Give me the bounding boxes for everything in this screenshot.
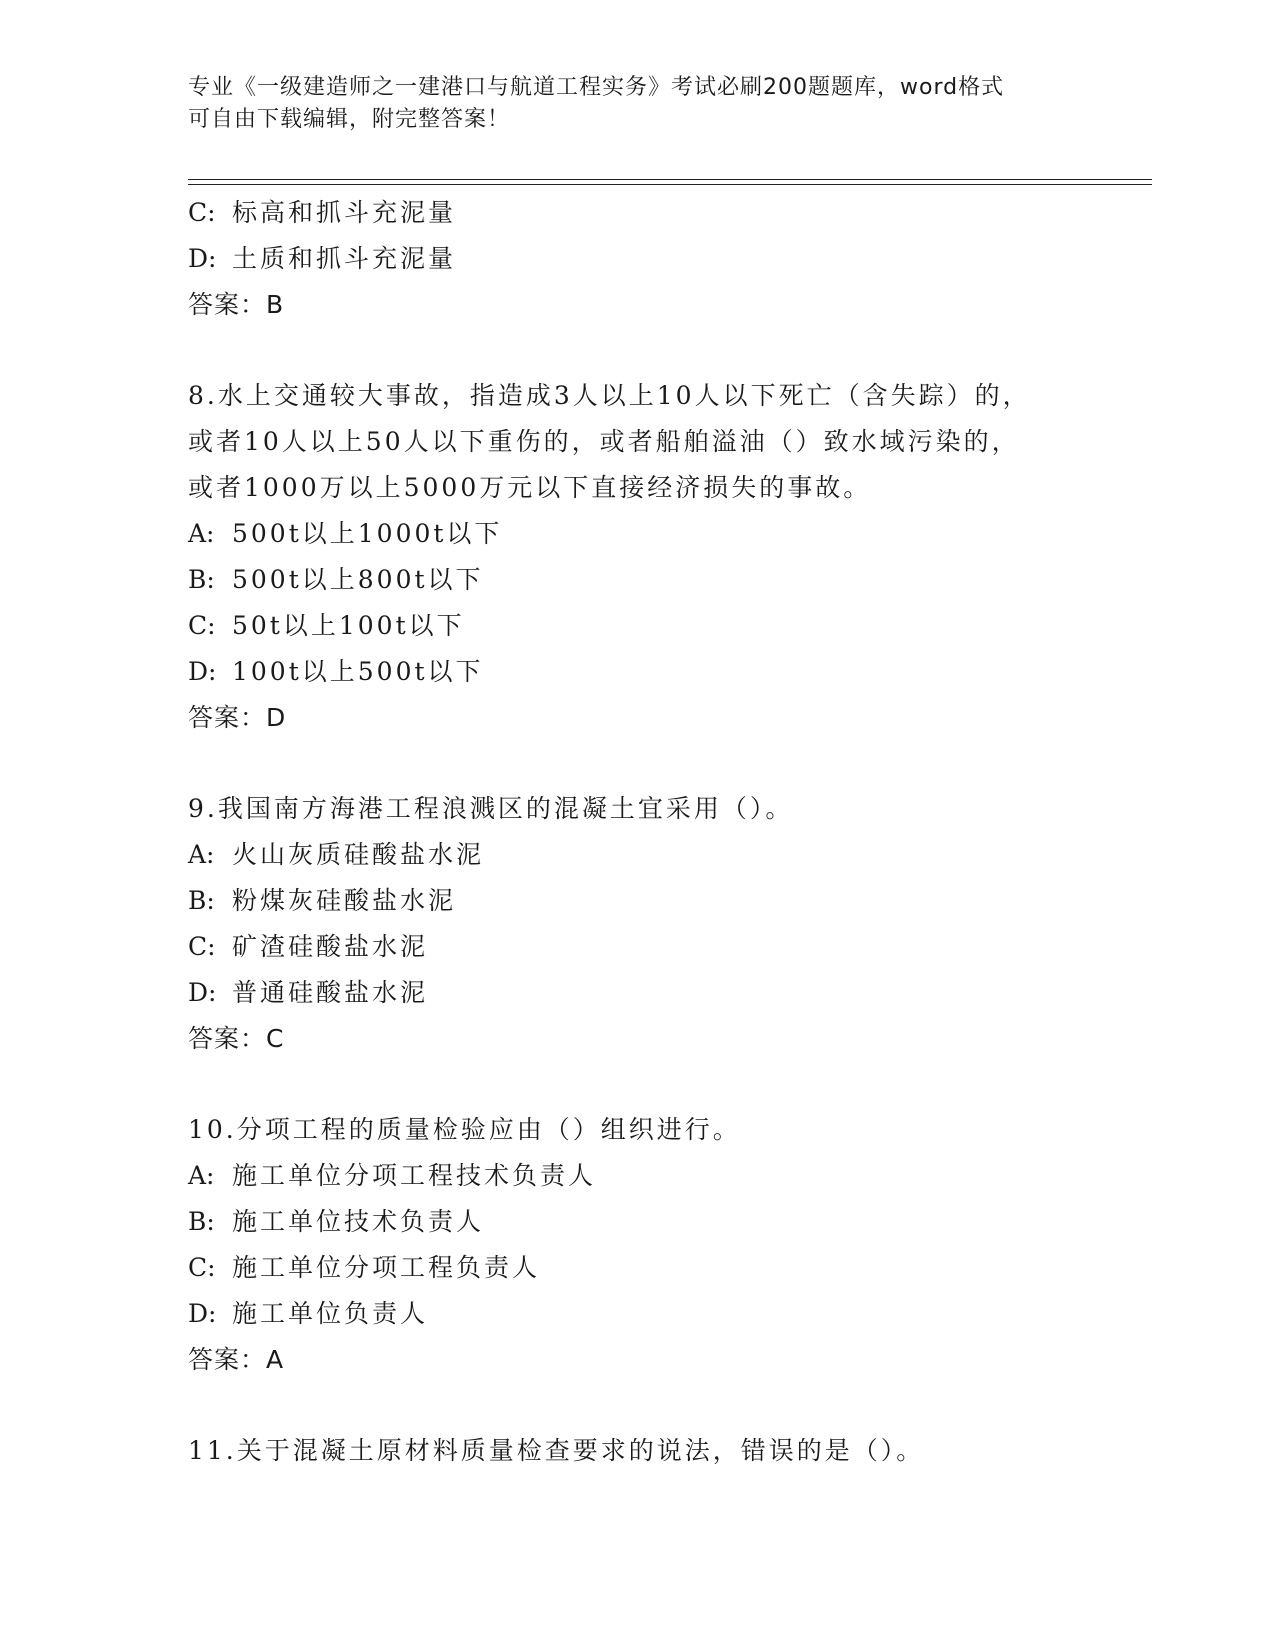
question-11-line-1: 11.关于混凝土原材料质量检查要求的说法，错误的是（）。 [188,1436,925,1465]
option-a: A: 施工单位分项工程技术负责人 [188,1161,597,1190]
option-c: C: 50t以上100t以下 [188,611,465,640]
question-9-line-1: 9.我国南方海港工程浪溅区的混凝土宜采用（）。 [188,794,794,823]
question-8-line-2: 或者10人以上50人以下重伤的，或者船舶溢油（）致水域污染的， [188,427,1020,456]
answer-line: 答案：A [188,1345,285,1374]
option-d: D: 普通硅酸盐水泥 [188,978,429,1007]
header-divider-top [188,179,1152,180]
option-a: A: 火山灰质硅酸盐水泥 [188,840,485,869]
option-c: C: 施工单位分项工程负责人 [188,1253,541,1282]
option-b: B: 粉煤灰硅酸盐水泥 [188,886,457,915]
question-10 [188,1107,1128,1383]
document-body [188,190,1128,1474]
option-d: D: 施工单位负责人 [188,1299,429,1328]
option-c: C: 矿渣硅酸盐水泥 [188,932,429,961]
question-11 [188,1428,1128,1474]
answer-line: 答案：D [188,703,287,732]
question-8 [188,373,1128,741]
header-line-1: 专业《一级建造师之一建港口与航道工程实务》考试必刷200题题库，word格式 [188,75,1005,100]
question-8-line-1: 8.水上交通较大事故，指造成3人以上10人以下死亡（含失踪）的， [188,381,1031,410]
header-divider-bottom [188,184,1152,185]
answer-line: 答案：C [188,1024,285,1053]
question-9 [188,786,1128,1062]
question-7-tail [188,190,1128,328]
option-d: D: 100t以上500t以下 [188,657,484,686]
option-b: B: 500t以上800t以下 [188,565,484,594]
option-a: A: 500t以上1000t以下 [188,519,503,548]
option-d: D: 土质和抓斗充泥量 [188,244,457,273]
question-10-line-1: 10.分项工程的质量检验应由（）组织进行。 [188,1115,741,1144]
option-b: B: 施工单位技术负责人 [188,1207,485,1236]
document-header [188,72,1068,136]
answer-line: 答案：B [188,290,285,319]
question-8-line-3: 或者1000万以上5000万元以下直接经济损失的事故。 [188,473,872,502]
header-line-2: 可自由下载编辑，附完整答案！ [188,107,511,132]
option-c: C: 标高和抓斗充泥量 [188,198,457,227]
